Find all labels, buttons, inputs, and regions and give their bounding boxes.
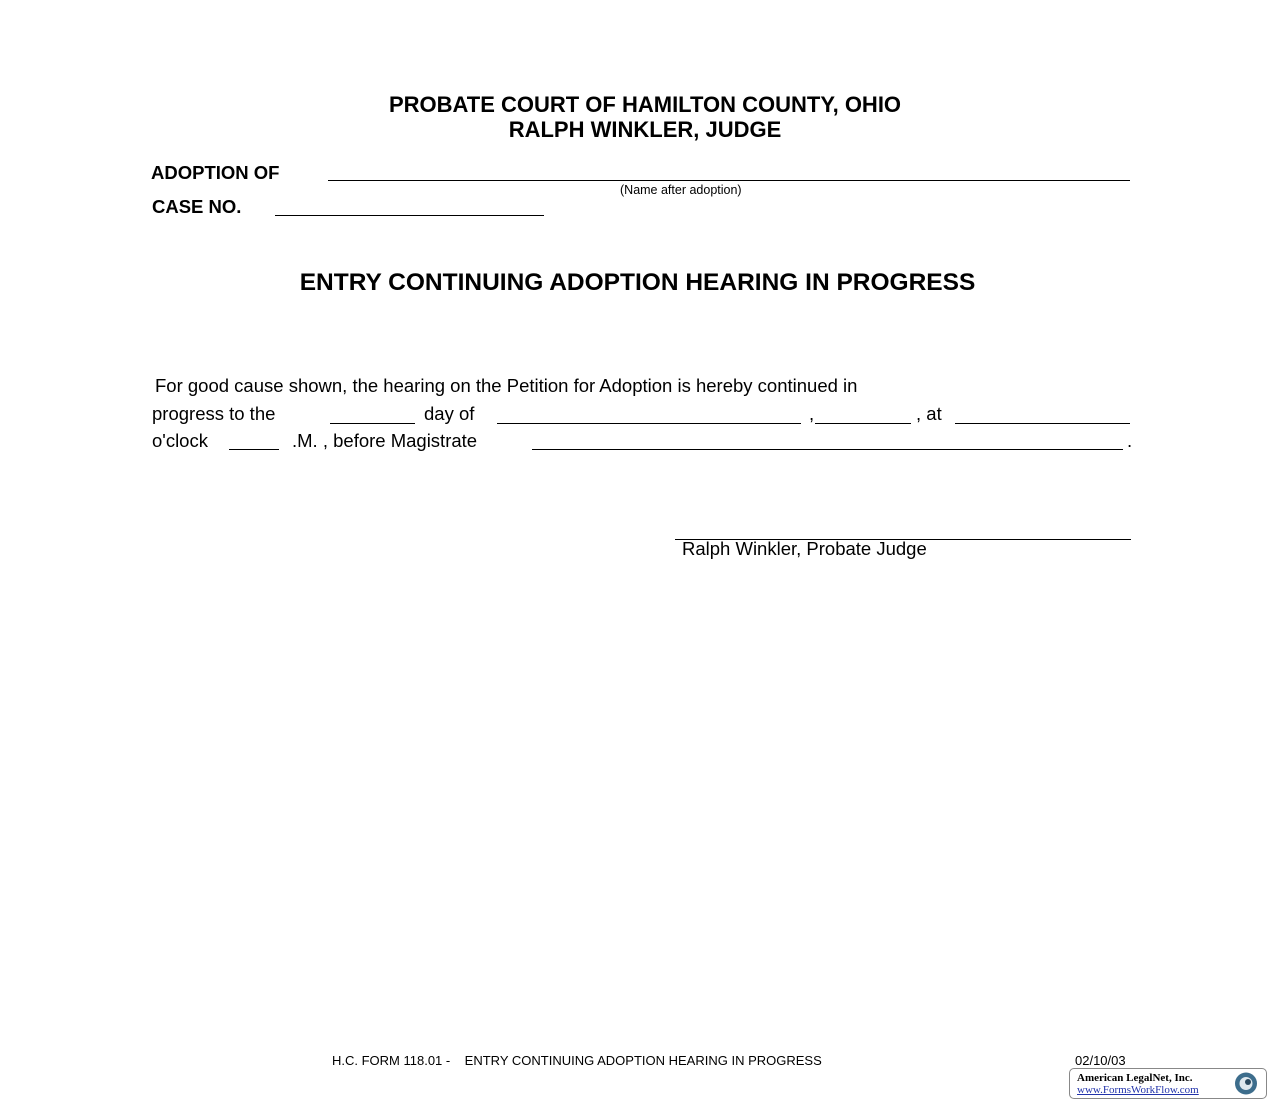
magistrate-text: .M. , before Magistrate (292, 430, 478, 451)
oclock-text: o'clock (152, 430, 208, 451)
judge-name: RALPH WINKLER, JUDGE (508, 117, 782, 142)
day-of-text: day of (424, 403, 475, 424)
footer-date: 02/10/03 (1075, 1053, 1126, 1068)
am-pm-field[interactable] (229, 449, 279, 450)
month-field[interactable] (497, 423, 801, 424)
magistrate-field[interactable] (532, 449, 1123, 450)
logo-company: American LegalNet, Inc. (1077, 1072, 1193, 1084)
name-hint: (Name after adoption) (620, 183, 742, 197)
court-name: PROBATE COURT OF HAMILTON COUNTY, OHIO (388, 92, 902, 117)
period-text: . (1127, 430, 1133, 451)
case-no-label: CASE NO. (152, 196, 242, 217)
globe-icon (1230, 1070, 1262, 1097)
body-line-1: For good cause shown, the hearing on the Petition for Adoption is hereby continued in (155, 375, 858, 396)
comma-text: , (809, 403, 815, 424)
year-field[interactable] (815, 423, 911, 424)
adoption-name-field[interactable] (328, 180, 1130, 181)
time-field[interactable] (955, 423, 1130, 424)
document-title: ENTRY CONTINUING ADOPTION HEARING IN PROGRESS (299, 269, 976, 296)
logo-url[interactable]: www.FormsWorkFlow.com (1077, 1084, 1199, 1096)
day-field[interactable] (330, 423, 415, 424)
signature-label: Ralph Winkler, Probate Judge (682, 538, 927, 559)
case-no-field[interactable] (275, 215, 544, 216)
progress-to-the-text: progress to the (152, 403, 276, 424)
footer-form: H.C. FORM 118.01 - ENTRY CONTINUING ADOPTION HEARING IN PROGRESS (332, 1053, 822, 1068)
american-legalnet-logo (1069, 1068, 1267, 1099)
at-text: , at (916, 403, 942, 424)
adoption-of-label: ADOPTION OF (151, 162, 280, 183)
